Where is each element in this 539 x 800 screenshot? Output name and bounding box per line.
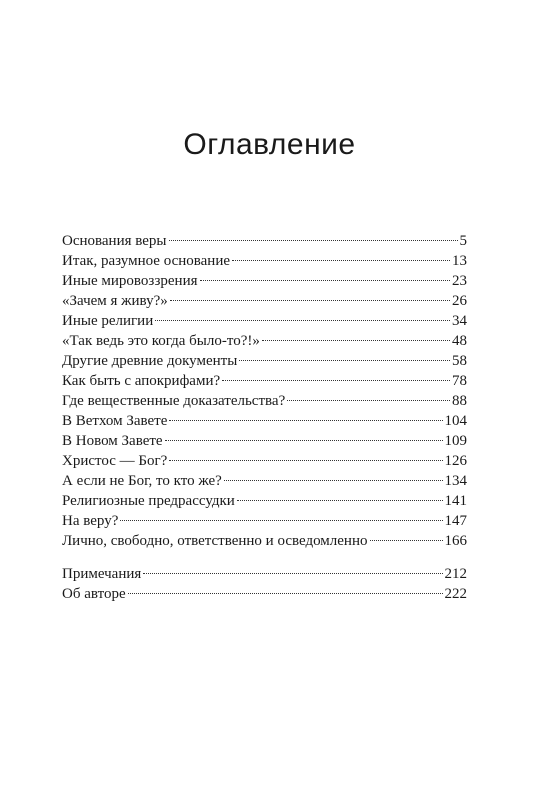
dot-leader [370, 540, 443, 541]
toc-entry-page: 26 [452, 293, 467, 309]
dot-leader [200, 280, 451, 281]
toc-entry[interactable] [62, 491, 467, 511]
toc-entry-page: 88 [452, 393, 467, 409]
toc-entry[interactable] [62, 411, 467, 431]
toc-entry-page: 141 [444, 493, 467, 509]
toc-entry[interactable] [62, 351, 467, 371]
toc-entry-title: Христос — Бог? [62, 453, 168, 469]
toc-entry-title: Религиозные предрассудки [62, 493, 235, 509]
dot-leader [143, 573, 442, 574]
toc-entry-page: 5 [459, 233, 467, 249]
toc-entry-page: 222 [444, 586, 467, 602]
toc-entry-title: В Новом Завете [62, 433, 163, 449]
toc-entry[interactable] [62, 471, 467, 491]
toc-entry-page: 58 [452, 353, 467, 369]
toc-entry[interactable] [62, 431, 467, 451]
toc-entry-title: А если не Бог, то кто же? [62, 473, 222, 489]
toc-entry[interactable] [62, 564, 467, 584]
toc-entry[interactable] [62, 584, 467, 604]
toc-entry[interactable] [62, 251, 467, 271]
toc-entry[interactable] [62, 311, 467, 331]
toc-entry-page: 23 [452, 273, 467, 289]
toc-entry-title: «Зачем я живу?» [62, 293, 168, 309]
dot-leader [165, 440, 443, 441]
toc-entry-title: На веру? [62, 513, 119, 529]
toc-entry-page: 109 [444, 433, 467, 449]
toc-entry-title: «Так ведь это когда было-то?!» [62, 333, 260, 349]
dot-leader [169, 240, 458, 241]
toc-entry-title: Основания веры [62, 233, 167, 249]
toc-entry[interactable] [62, 531, 467, 551]
toc-entry-page: 48 [452, 333, 467, 349]
toc-entry-title: Итак, разумное основание [62, 253, 231, 269]
toc-entry[interactable] [62, 271, 467, 291]
toc-entry-title: Лично, свободно, ответственно и осведомленно [62, 533, 368, 549]
toc-entry[interactable] [62, 391, 467, 411]
toc-entry-page: 147 [444, 513, 467, 529]
table-of-contents [62, 231, 467, 604]
toc-entry[interactable] [62, 511, 467, 531]
dot-leader [224, 480, 443, 481]
dot-leader [262, 340, 450, 341]
toc-entry[interactable] [62, 331, 467, 351]
toc-entry[interactable] [62, 231, 467, 251]
toc-entry-page: 134 [444, 473, 467, 489]
dot-leader [169, 420, 442, 421]
toc-entry-title: В Ветхом Завете [62, 413, 168, 429]
dot-leader [232, 260, 450, 261]
dot-leader [170, 300, 450, 301]
dot-leader [169, 460, 442, 461]
toc-entry[interactable] [62, 451, 467, 471]
toc-entry[interactable] [62, 371, 467, 391]
toc-entry-page: 212 [444, 566, 467, 582]
toc-entry-page: 78 [452, 373, 467, 389]
toc-entry-title: Другие древние документы [62, 353, 238, 369]
toc-entry-page: 166 [444, 533, 467, 549]
toc-appendix-list [62, 564, 467, 604]
dot-leader [237, 500, 443, 501]
toc-entry-page: 34 [452, 313, 467, 329]
toc-entry-title: Об авторе [62, 586, 126, 602]
toc-entry-page: 104 [444, 413, 467, 429]
toc-entry-title: Иные мировоззрения [62, 273, 198, 289]
toc-entry[interactable] [62, 291, 467, 311]
toc-entry-title: Иные религии [62, 313, 154, 329]
toc-entry-title: Примечания [62, 566, 142, 582]
dot-leader [128, 593, 443, 594]
toc-entry-title: Где вещественные доказательства? [62, 393, 286, 409]
dot-leader [120, 520, 442, 521]
toc-entry-title: Как быть с апокрифами? [62, 373, 221, 389]
dot-leader [287, 400, 450, 401]
toc-main-list [62, 231, 467, 551]
page-title: Оглавление [183, 128, 356, 161]
dot-leader [239, 360, 450, 361]
dot-leader [155, 320, 450, 321]
dot-leader [222, 380, 450, 381]
toc-entry-page: 13 [452, 253, 467, 269]
toc-entry-page: 126 [444, 453, 467, 469]
